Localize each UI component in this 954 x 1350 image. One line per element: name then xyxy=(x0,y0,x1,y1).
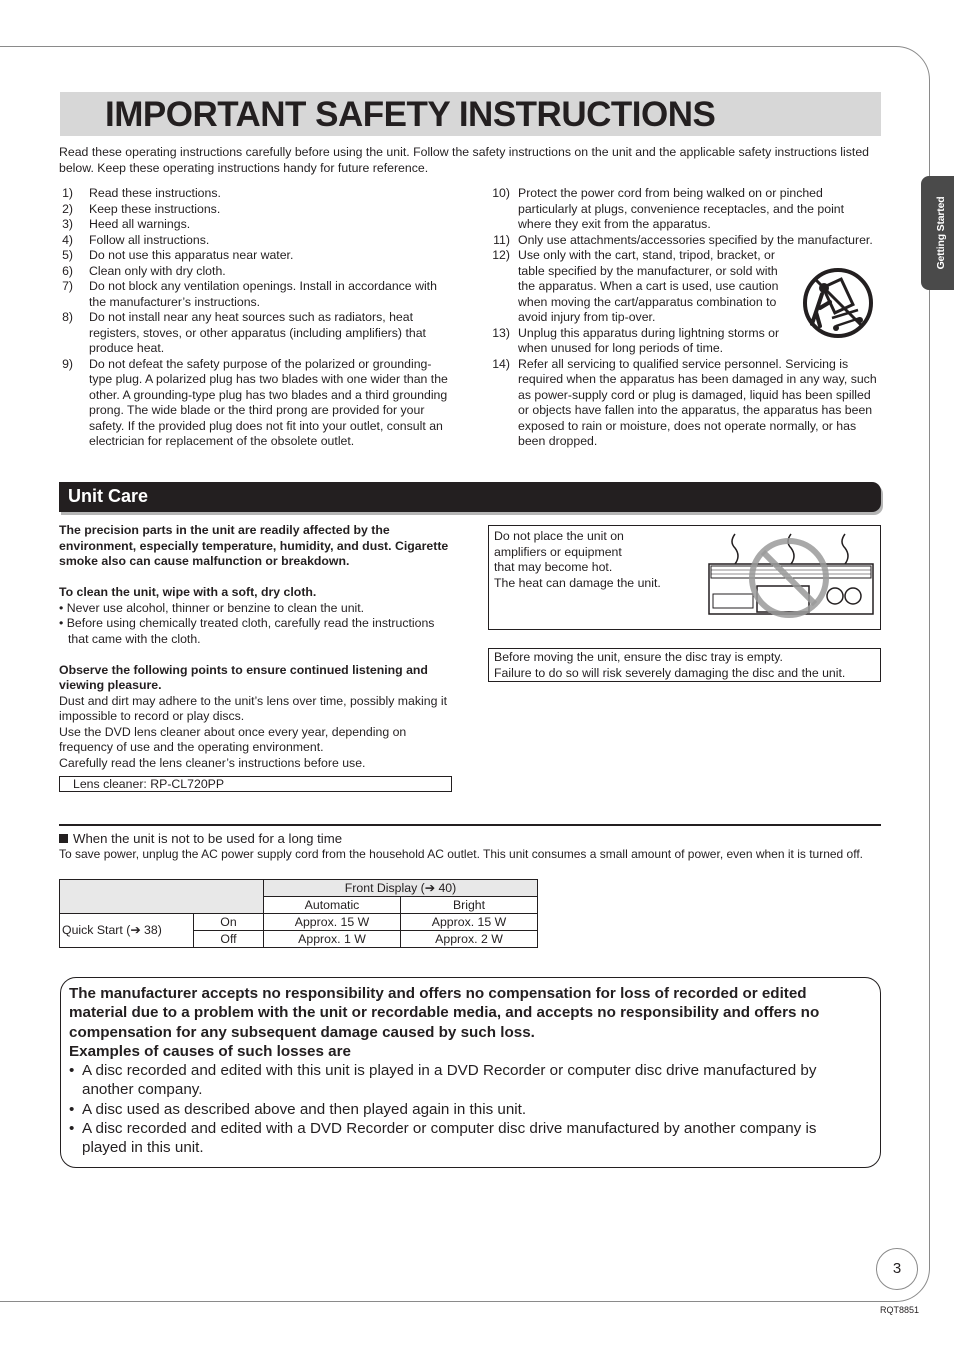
observe-text: Carefully read the lens cleaner’s instructions before use. xyxy=(59,755,366,770)
document-code: RQT8851 xyxy=(880,1305,920,1315)
lens-cleaner-box: Lens cleaner: RP-CL720PP xyxy=(59,776,452,792)
example-item: • A disc recorded and edited with a DVD Recorder or computer disc drive manufactured by another company is played in this unit. xyxy=(69,1119,860,1158)
instruction-item: 6) Clean only with dry cloth. xyxy=(62,263,226,278)
title-bar xyxy=(60,92,881,136)
table-row-header: Quick Start (➔ 38) xyxy=(60,914,194,948)
power-consumption-table xyxy=(59,879,538,948)
page-title: IMPORTANT SAFETY INSTRUCTIONS xyxy=(105,95,716,134)
observe-text: Dust and dirt may adhere to the unit’s lens over time, possibly making it impossible to record or play discs. xyxy=(59,693,447,723)
table-cell: On xyxy=(194,914,264,931)
instruction-item: 2) Keep these instructions. xyxy=(62,201,221,216)
table-header: Automatic xyxy=(264,897,401,914)
table-header: Front Display (➔ 40) xyxy=(264,880,538,897)
instruction-item: 4) Follow all instructions. xyxy=(62,232,210,247)
table-header: Bright xyxy=(401,897,538,914)
instruction-item: 5) Do not use this apparatus near water. xyxy=(62,248,294,262)
cart-tip-over-warning-icon xyxy=(802,268,874,338)
instruction-item: 10) Protect the power cord from being walked on or pinched particularly at plugs, convenience receptacles, and the point where they exit from the apparatus. xyxy=(492,186,845,231)
instruction-item: 7) Do not block any ventilation openings. Install in accordance with the manufacturer’s instructions. xyxy=(62,279,437,309)
instruction-item: 14) Refer all servicing to qualified service personnel. Servicing is required when the apparatus has been damaged in any way, such as power-supply cord or plug is damaged, liquid has been spilled or objects have fallen into the apparatus, the apparatus has been exposed to rain or moisture, does not operate normally, or has been dropped. xyxy=(492,356,877,448)
clean-bullet: • Never use alcohol, thinner or benzine to clean the unit. xyxy=(59,600,365,615)
no-heat-source-icon xyxy=(705,528,877,626)
examples-list xyxy=(69,1061,860,1157)
instruction-item: 12) Use only with the cart, stand, tripod, bracket, or table specified by the manufacturer, or sold with the apparatus. When a cart is used, use caution when moving the cart/apparatus combination to avoid injury from tip-over. xyxy=(492,248,779,324)
heat-warning-box xyxy=(488,525,881,630)
section-tab-label: Getting Started xyxy=(935,196,947,270)
instruction-item: 3) Heed all warnings. xyxy=(62,217,191,231)
clean-heading: To clean the unit, wipe with a soft, dry cloth. xyxy=(59,585,317,599)
instruction-item: 13) Unplug this apparatus during lightning storms or when unused for long periods of time. xyxy=(492,325,780,355)
table-cell: Approx. 15 W xyxy=(264,914,401,931)
heat-warning-text: Do not place the unit on amplifiers or equipment that may become hot. The heat can damage the unit. xyxy=(494,529,661,590)
table-cell: Off xyxy=(194,931,264,948)
disc-tray-warning-box xyxy=(488,648,881,682)
unit-care-text xyxy=(59,523,454,771)
example-item: • A disc recorded and edited with this unit is played in a DVD Recorder or computer disc drive manufactured by another company. xyxy=(69,1061,860,1100)
power-text: To save power, unplug the AC power supply cord from the household AC outlet. This unit consumes a small amount of power, even when it is turned off. xyxy=(59,847,864,861)
unit-care-heading-bar xyxy=(59,482,881,512)
responsibility-notice xyxy=(60,977,881,1168)
instruction-item: 1) Read these instructions. xyxy=(62,186,221,200)
section-tab-getting-started[interactable] xyxy=(921,176,954,290)
instructions-list-left xyxy=(59,186,454,450)
observe-heading: Observe the following points to ensure continued listening and viewing pleasure. xyxy=(59,662,428,692)
clean-bullet: • Before using chemically treated cloth, carefully read the instructions that came with the cloth. xyxy=(59,616,435,646)
disc-warning-line: Before moving the unit, ensure the disc tray is empty. xyxy=(494,650,783,664)
unit-care-heading: Unit Care xyxy=(68,486,149,506)
instruction-item: 8) Do not install near any heat sources such as radiators, heat registers, stoves, or other apparatus (including amplifiers) that produce heat. xyxy=(62,310,426,355)
disc-warning-line: Failure to do so will risk severely damaging the disc and the unit. xyxy=(494,665,846,680)
page-number: 3 xyxy=(876,1248,918,1290)
precision-note: The precision parts in the unit are readily affected by the environment, especially temperature, humidity, and dust. Cigarette smoke also can cause malfunction or breakdown. xyxy=(59,523,449,568)
examples-heading: Examples of causes of such losses are xyxy=(69,1042,351,1060)
responsibility-statement: The manufacturer accepts no responsibility and offers no compensation for loss of recorded or edited material due to a problem with the unit or recordable media, and accepts no responsibility and offers no compensation for any subsequent damage caused by such loss. xyxy=(69,985,820,1041)
intro-text: Read these operating instructions carefully before using the unit. Follow the safety instructions on the unit and the applicable safety instructions listed below. Keep these operating instructions handy for future reference. xyxy=(59,145,870,175)
instruction-item: 9) Do not defeat the safety purpose of the polarized or grounding-type plug. A polarized plug has two blades with one wider than the other. A grounding-type plug has two blades and a third grounding prong. The wide blade or the third prong are provided for your safety. If the provided plug does not fit into your outlet, consult an electrician for replacement of the obsolete outlet. xyxy=(62,356,448,448)
power-heading: When the unit is not to be used for a long time xyxy=(59,831,881,847)
example-item: • A disc used as described above and then played again in this unit. xyxy=(69,1100,860,1119)
table-cell: Approx. 15 W xyxy=(401,914,538,931)
table-cell: Approx. 1 W xyxy=(264,931,401,948)
table-cell: Approx. 2 W xyxy=(401,931,538,948)
instruction-item: 11) Only use attachments/accessories specified by the manufacturer. xyxy=(493,232,873,247)
square-bullet-icon xyxy=(59,834,68,843)
observe-text: Use the DVD lens cleaner about once every year, depending on frequency of use and the operating environment. xyxy=(59,724,407,754)
section-divider xyxy=(59,824,881,826)
table-corner xyxy=(60,880,264,914)
